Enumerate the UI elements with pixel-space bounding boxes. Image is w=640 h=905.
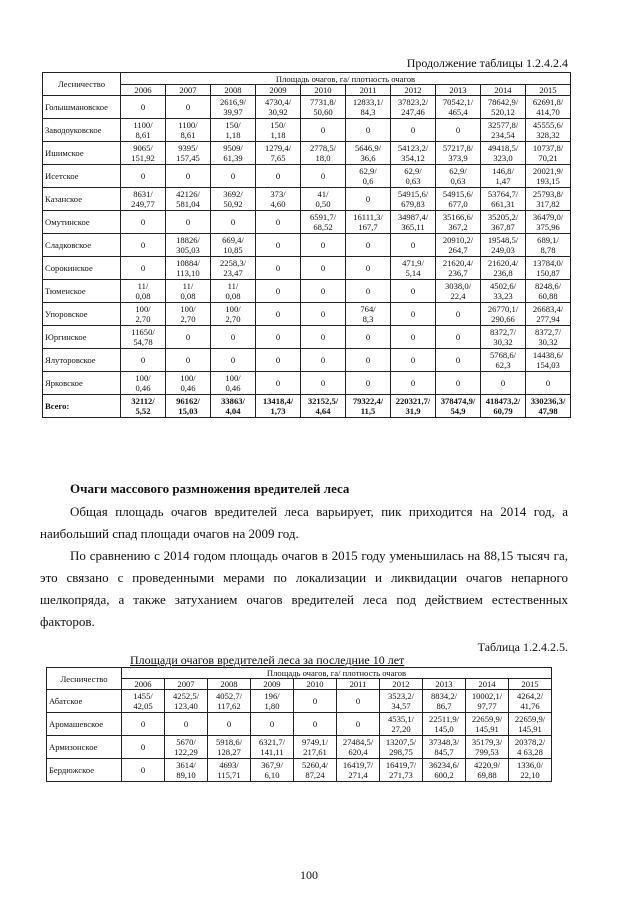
area-density-cell: 418473,2/ 60,79 bbox=[481, 395, 526, 418]
area-density-cell: 62691,8/ 414,70 bbox=[526, 96, 571, 119]
area-density-cell: 0 bbox=[391, 303, 436, 326]
forestry-name: Тюменское bbox=[43, 280, 121, 303]
area-density-cell: 0 bbox=[391, 349, 436, 372]
area-density-cell: 4052,7/ 117,62 bbox=[208, 690, 251, 713]
area-density-cell: 0 bbox=[121, 96, 166, 119]
area-density-cell: 2258,3/ 23,47 bbox=[211, 257, 256, 280]
table-row bbox=[43, 188, 571, 211]
area-density-cell: 0 bbox=[256, 349, 301, 372]
forestry-name: Юргинское bbox=[43, 326, 121, 349]
area-density-cell: 100/ 2,70 bbox=[211, 303, 256, 326]
table-row bbox=[43, 234, 571, 257]
year-header: 2012 bbox=[391, 85, 436, 96]
area-density-cell: 10002,1/ 97,77 bbox=[466, 690, 509, 713]
forestry-name: Сорокинское bbox=[43, 257, 121, 280]
area-density-cell: 10737,8/ 70,21 bbox=[526, 142, 571, 165]
forest-pest-table-10-years bbox=[46, 667, 552, 782]
area-density-cell: 10884/ 113,10 bbox=[166, 257, 211, 280]
area-density-cell: 13418,4/ 1,73 bbox=[256, 395, 301, 418]
area-density-cell: 0 bbox=[211, 165, 256, 188]
continuation-label: Продолжение таблицы 1.2.4.2.4 bbox=[406, 56, 568, 70]
area-density-cell: 0 bbox=[121, 165, 166, 188]
forestry-name: Заводоуковское bbox=[43, 119, 121, 142]
area-density-cell: 8248,6/ 60,88 bbox=[526, 280, 571, 303]
area-density-cell: 0 bbox=[301, 349, 346, 372]
area-density-cell: 0 bbox=[121, 211, 166, 234]
area-density-cell: 3692/ 50,92 bbox=[211, 188, 256, 211]
area-density-cell: 100/ 2,70 bbox=[121, 303, 166, 326]
area-density-cell: 0 bbox=[122, 713, 165, 736]
area-density-cell: 22659,9/ 145,91 bbox=[509, 713, 552, 736]
area-density-cell: 0 bbox=[436, 326, 481, 349]
area-density-cell: 4502,6/ 33,23 bbox=[481, 280, 526, 303]
col-group-header: Площадь очагов, га/ плотность очагов bbox=[122, 668, 552, 679]
table-row bbox=[43, 257, 571, 280]
area-density-cell: 32112/ 5,52 bbox=[121, 395, 166, 418]
area-density-cell: 26770,1/ 290,66 bbox=[481, 303, 526, 326]
area-density-cell: 26683,4/ 277,94 bbox=[526, 303, 571, 326]
area-density-cell: 669,4/ 10,85 bbox=[211, 234, 256, 257]
area-density-cell: 0 bbox=[346, 188, 391, 211]
area-density-cell: 32152,5/ 4,64 bbox=[301, 395, 346, 418]
area-density-cell: 0 bbox=[346, 372, 391, 395]
area-density-cell: 35179,3/ 799,53 bbox=[466, 736, 509, 759]
area-density-cell: 32577,8/ 234,54 bbox=[481, 119, 526, 142]
forestry-name: Голышмановское bbox=[43, 96, 121, 119]
area-density-cell: 53764,7/ 661,31 bbox=[481, 188, 526, 211]
paragraph-1: Общая площадь очагов вредителей леса варьирует, пик приходится на 2014 год, а наибольший спад площади очагов на 2009 год. bbox=[40, 504, 568, 541]
area-density-cell: 1100/ 8,61 bbox=[166, 119, 211, 142]
area-density-cell: 6591,7/ 68,52 bbox=[301, 211, 346, 234]
forestry-name: Абатское bbox=[47, 690, 122, 713]
year-header: 2009 bbox=[251, 679, 294, 690]
area-density-cell: 3523,2/ 34,57 bbox=[380, 690, 423, 713]
area-density-cell: 14438,6/ 154,03 bbox=[526, 349, 571, 372]
area-density-cell: 0 bbox=[211, 211, 256, 234]
area-density-cell: 0 bbox=[301, 257, 346, 280]
table-row bbox=[43, 372, 571, 395]
area-density-cell: 96162/ 15,03 bbox=[166, 395, 211, 418]
area-density-cell: 0 bbox=[166, 326, 211, 349]
year-header: 2011 bbox=[337, 679, 380, 690]
forestry-name: Аромашевское bbox=[47, 713, 122, 736]
area-density-cell: 13784,0/ 150,87 bbox=[526, 257, 571, 280]
area-density-cell: 0 bbox=[121, 349, 166, 372]
area-density-cell: 54123,2/ 354,12 bbox=[391, 142, 436, 165]
forestry-name: Всего: bbox=[43, 395, 121, 418]
area-density-cell: 0 bbox=[337, 713, 380, 736]
table-row bbox=[43, 349, 571, 372]
area-density-cell: 78642,9/ 520,12 bbox=[481, 96, 526, 119]
table-row bbox=[43, 280, 571, 303]
table-row bbox=[47, 759, 552, 782]
forestry-name: Ярковское bbox=[43, 372, 121, 395]
col-group-header: Площадь очагов, га/ плотность очагов bbox=[121, 73, 571, 85]
area-density-cell: 62,9/ 0,63 bbox=[436, 165, 481, 188]
forestry-name: Армизонское bbox=[47, 736, 122, 759]
area-density-cell: 0 bbox=[294, 690, 337, 713]
area-density-cell: 0 bbox=[166, 165, 211, 188]
area-density-cell: 4535,1/ 27,20 bbox=[380, 713, 423, 736]
area-density-cell: 0 bbox=[211, 326, 256, 349]
area-density-cell: 45555,6/ 328,32 bbox=[526, 119, 571, 142]
area-density-cell: 0 bbox=[301, 280, 346, 303]
area-density-cell: 0 bbox=[166, 211, 211, 234]
year-header: 2007 bbox=[166, 85, 211, 96]
area-density-cell: 35205,2/ 367,87 bbox=[481, 211, 526, 234]
area-density-cell: 37348,3/ 845,7 bbox=[423, 736, 466, 759]
year-header: 2006 bbox=[121, 85, 166, 96]
area-density-cell: 13207,5/ 298,75 bbox=[380, 736, 423, 759]
area-density-cell: 0 bbox=[301, 303, 346, 326]
area-density-cell: 330236,3/ 47,98 bbox=[526, 395, 571, 418]
table-row bbox=[43, 142, 571, 165]
area-density-cell: 9395/ 157,45 bbox=[166, 142, 211, 165]
area-density-cell: 0 bbox=[165, 713, 208, 736]
area-density-cell: 0 bbox=[526, 372, 571, 395]
year-header: 2008 bbox=[211, 85, 256, 96]
area-density-cell: 220321,7/ 31,9 bbox=[391, 395, 436, 418]
area-density-cell: 37823,2/ 247,46 bbox=[391, 96, 436, 119]
area-density-cell: 1455/ 42,05 bbox=[122, 690, 165, 713]
forestry-name: Казанское bbox=[43, 188, 121, 211]
area-density-cell: 25793,8/ 317,82 bbox=[526, 188, 571, 211]
area-density-cell: 36234,6/ 600,2 bbox=[423, 759, 466, 782]
table-row bbox=[43, 395, 571, 418]
area-density-cell: 42126/ 581,04 bbox=[166, 188, 211, 211]
area-density-cell: 4693/ 115,71 bbox=[208, 759, 251, 782]
area-density-cell: 0 bbox=[166, 96, 211, 119]
area-density-cell: 0 bbox=[122, 759, 165, 782]
area-density-cell: 3038,0/ 22,4 bbox=[436, 280, 481, 303]
area-density-cell: 0 bbox=[301, 372, 346, 395]
area-density-cell: 7731,8/ 50,60 bbox=[301, 96, 346, 119]
area-density-cell: 0 bbox=[436, 372, 481, 395]
area-density-cell: 33863/ 4,04 bbox=[211, 395, 256, 418]
table2-title: Площади очагов вредителей леса за последние 10 лет bbox=[130, 653, 405, 667]
table-row bbox=[43, 119, 571, 142]
area-density-cell: 34987,4/ 365,11 bbox=[391, 211, 436, 234]
area-density-cell: 0 bbox=[121, 234, 166, 257]
area-density-cell: 11/ 0,08 bbox=[121, 280, 166, 303]
area-density-cell: 100/ 2,70 bbox=[166, 303, 211, 326]
area-density-cell: 0 bbox=[346, 234, 391, 257]
area-density-cell: 4264,2/ 41,76 bbox=[509, 690, 552, 713]
area-density-cell: 0 bbox=[256, 280, 301, 303]
area-density-cell: 146,8/ 1,47 bbox=[481, 165, 526, 188]
area-density-cell: 16419,7/ 271,4 bbox=[337, 759, 380, 782]
area-density-cell: 5918,6/ 128,27 bbox=[208, 736, 251, 759]
area-density-cell: 6321,7/ 141,11 bbox=[251, 736, 294, 759]
area-density-cell: 1279,4/ 7,65 bbox=[256, 142, 301, 165]
area-density-cell: 79322,4/ 11,5 bbox=[346, 395, 391, 418]
area-density-cell: 27484,5/ 620,4 bbox=[337, 736, 380, 759]
year-header: 2006 bbox=[122, 679, 165, 690]
forestry-name: Омутинское bbox=[43, 211, 121, 234]
area-density-cell: 49418,5/ 323,0 bbox=[481, 142, 526, 165]
paragraph-2: По сравнению с 2014 годом площадь очагов в 2015 году уменьшилась на 88,15 тысяч га, это связано с проведенными мерами по локализации и ликвидации очагов непарного шелкопряда, а также затуханием очагов вредителей леса под действием естественных факторов. bbox=[40, 548, 568, 629]
year-header: 2012 bbox=[380, 679, 423, 690]
area-density-cell: 5768,6/ 62,3 bbox=[481, 349, 526, 372]
area-density-cell: 5260,4/ 87,24 bbox=[294, 759, 337, 782]
area-density-cell: 0 bbox=[256, 257, 301, 280]
area-density-cell: 5670/ 122,29 bbox=[165, 736, 208, 759]
area-density-cell: 0 bbox=[337, 690, 380, 713]
area-density-cell: 1100/ 8,61 bbox=[121, 119, 166, 142]
section-heading: Очаги массового размножения вредителей леса bbox=[70, 481, 350, 496]
area-density-cell: 150/ 1,18 bbox=[211, 119, 256, 142]
area-density-cell: 0 bbox=[294, 713, 337, 736]
area-density-cell: 100/ 0,46 bbox=[121, 372, 166, 395]
area-density-cell: 20910,2/ 264,7 bbox=[436, 234, 481, 257]
area-density-cell: 5646,9/ 36,6 bbox=[346, 142, 391, 165]
area-density-cell: 9749,1/ 217,61 bbox=[294, 736, 337, 759]
area-density-cell: 0 bbox=[346, 119, 391, 142]
area-density-cell: 9509/ 61,39 bbox=[211, 142, 256, 165]
year-header: 2009 bbox=[256, 85, 301, 96]
area-density-cell: 367,9/ 6,10 bbox=[251, 759, 294, 782]
area-density-cell: 0 bbox=[256, 303, 301, 326]
col-forestry-header: Лесничество bbox=[47, 668, 122, 690]
year-header: 2013 bbox=[436, 85, 481, 96]
forest-pest-table-continued bbox=[42, 72, 571, 418]
area-density-cell: 0 bbox=[346, 349, 391, 372]
area-density-cell: 21620,4/ 236,7 bbox=[436, 257, 481, 280]
forestry-name: Сладковское bbox=[43, 234, 121, 257]
area-density-cell: 471,9/ 5,14 bbox=[391, 257, 436, 280]
area-density-cell: 0 bbox=[301, 119, 346, 142]
table-row bbox=[43, 303, 571, 326]
table-row bbox=[43, 165, 571, 188]
area-density-cell: 54915,6/ 677,0 bbox=[436, 188, 481, 211]
area-density-cell: 0 bbox=[211, 349, 256, 372]
area-density-cell: 57217,8/ 373,9 bbox=[436, 142, 481, 165]
area-density-cell: 35166,6/ 367,2 bbox=[436, 211, 481, 234]
col-forestry-header: Лесничество bbox=[43, 73, 121, 96]
area-density-cell: 0 bbox=[251, 713, 294, 736]
area-density-cell: 4220,9/ 69,88 bbox=[466, 759, 509, 782]
area-density-cell: 16419,7/ 271,73 bbox=[380, 759, 423, 782]
area-density-cell: 0 bbox=[391, 119, 436, 142]
area-density-cell: 0 bbox=[121, 257, 166, 280]
table-row bbox=[47, 690, 552, 713]
area-density-cell: 0 bbox=[436, 303, 481, 326]
year-header: 2007 bbox=[165, 679, 208, 690]
area-density-cell: 41/ 0,50 bbox=[301, 188, 346, 211]
forestry-name: Ялуторовское bbox=[43, 349, 121, 372]
area-density-cell: 11/ 0,08 bbox=[211, 280, 256, 303]
area-density-cell: 11/ 0,08 bbox=[166, 280, 211, 303]
area-density-cell: 12833,1/ 84,3 bbox=[346, 96, 391, 119]
area-density-cell: 0 bbox=[166, 349, 211, 372]
area-density-cell: 9065/ 151,92 bbox=[121, 142, 166, 165]
area-density-cell: 3614/ 89,10 bbox=[165, 759, 208, 782]
area-density-cell: 0 bbox=[481, 372, 526, 395]
area-density-cell: 0 bbox=[256, 211, 301, 234]
forestry-name: Бердюжское bbox=[47, 759, 122, 782]
area-density-cell: 4730,4/ 30,92 bbox=[256, 96, 301, 119]
area-density-cell: 8631/ 249,77 bbox=[121, 188, 166, 211]
area-density-cell: 22659,9/ 145,91 bbox=[466, 713, 509, 736]
area-density-cell: 0 bbox=[346, 280, 391, 303]
year-header: 2013 bbox=[423, 679, 466, 690]
table-row bbox=[47, 736, 552, 759]
area-density-cell: 378474,9/ 54,9 bbox=[436, 395, 481, 418]
area-density-cell: 19548,5/ 249,03 bbox=[481, 234, 526, 257]
table-row bbox=[43, 211, 571, 234]
area-density-cell: 54915,6/ 679,83 bbox=[391, 188, 436, 211]
year-header: 2015 bbox=[509, 679, 552, 690]
area-density-cell: 18826/ 305,03 bbox=[166, 234, 211, 257]
area-density-cell: 0 bbox=[391, 234, 436, 257]
area-density-cell: 0 bbox=[346, 326, 391, 349]
table-row bbox=[43, 96, 571, 119]
table-row bbox=[47, 713, 552, 736]
area-density-cell: 16111,3/ 167,7 bbox=[346, 211, 391, 234]
area-density-cell: 62,9/ 0,63 bbox=[391, 165, 436, 188]
area-density-cell: 0 bbox=[391, 326, 436, 349]
area-density-cell: 0 bbox=[436, 349, 481, 372]
area-density-cell: 0 bbox=[256, 234, 301, 257]
year-header: 2015 bbox=[526, 85, 571, 96]
table-row bbox=[43, 326, 571, 349]
area-density-cell: 0 bbox=[301, 326, 346, 349]
table2-label: Таблица 1.2.4.2.5. bbox=[477, 640, 568, 654]
area-density-cell: 689,1/ 8,78 bbox=[526, 234, 571, 257]
area-density-cell: 0 bbox=[346, 257, 391, 280]
area-density-cell: 8372,7/ 30,32 bbox=[481, 326, 526, 349]
area-density-cell: 2616,9/ 39,97 bbox=[211, 96, 256, 119]
area-density-cell: 0 bbox=[391, 372, 436, 395]
area-density-cell: 8372,7/ 30,32 bbox=[526, 326, 571, 349]
area-density-cell: 100/ 0,46 bbox=[166, 372, 211, 395]
area-density-cell: 0 bbox=[256, 372, 301, 395]
year-header: 2014 bbox=[481, 85, 526, 96]
area-density-cell: 0 bbox=[301, 165, 346, 188]
area-density-cell: 0 bbox=[436, 119, 481, 142]
area-density-cell: 8834,2/ 86,7 bbox=[423, 690, 466, 713]
area-density-cell: 36479,0/ 375,96 bbox=[526, 211, 571, 234]
forestry-name: Исетское bbox=[43, 165, 121, 188]
area-density-cell: 196/ 1,80 bbox=[251, 690, 294, 713]
area-density-cell: 21620,4/ 236,8 bbox=[481, 257, 526, 280]
year-header: 2010 bbox=[294, 679, 337, 690]
area-density-cell: 0 bbox=[208, 713, 251, 736]
area-density-cell: 0 bbox=[301, 234, 346, 257]
area-density-cell: 0 bbox=[256, 165, 301, 188]
year-header: 2014 bbox=[466, 679, 509, 690]
area-density-cell: 2778,5/ 18,0 bbox=[301, 142, 346, 165]
area-density-cell: 20021,9/ 193,15 bbox=[526, 165, 571, 188]
area-density-cell: 764/ 8,3 bbox=[346, 303, 391, 326]
area-density-cell: 373/ 4,60 bbox=[256, 188, 301, 211]
year-header: 2010 bbox=[301, 85, 346, 96]
area-density-cell: 70542,1/ 465,4 bbox=[436, 96, 481, 119]
area-density-cell: 0 bbox=[122, 736, 165, 759]
area-density-cell: 11650/ 54,78 bbox=[121, 326, 166, 349]
area-density-cell: 20378,2/ 4 63,28 bbox=[509, 736, 552, 759]
area-density-cell: 0 bbox=[391, 280, 436, 303]
forestry-name: Ишимское bbox=[43, 142, 121, 165]
area-density-cell: 4252,5/ 123,40 bbox=[165, 690, 208, 713]
year-header: 2011 bbox=[346, 85, 391, 96]
area-density-cell: 100/ 0,46 bbox=[211, 372, 256, 395]
area-density-cell: 0 bbox=[256, 326, 301, 349]
forestry-name: Упоровское bbox=[43, 303, 121, 326]
year-header: 2008 bbox=[208, 679, 251, 690]
area-density-cell: 22511,9/ 145,0 bbox=[423, 713, 466, 736]
page-number: 100 bbox=[300, 868, 318, 882]
area-density-cell: 150/ 1,18 bbox=[256, 119, 301, 142]
area-density-cell: 62,9/ 0,6 bbox=[346, 165, 391, 188]
area-density-cell: 1336,0/ 22,10 bbox=[509, 759, 552, 782]
